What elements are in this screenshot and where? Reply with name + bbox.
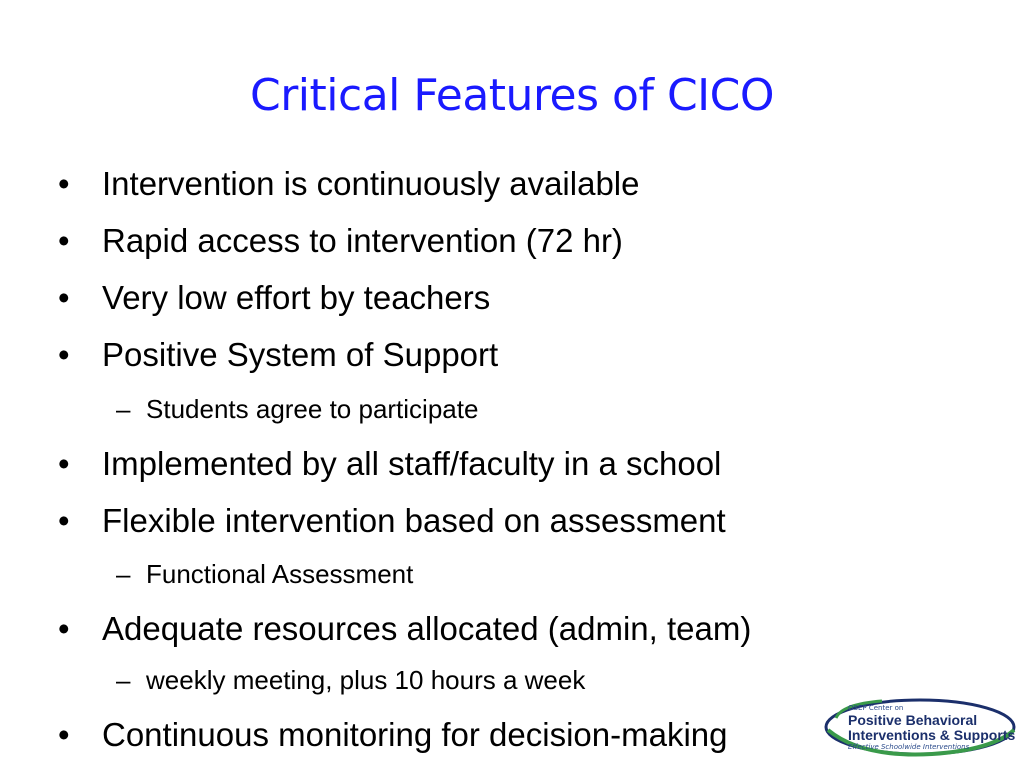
bullet-item	[58, 444, 721, 484]
bullet-text: Implemented by all staff/faculty in a school	[102, 445, 722, 482]
bullet-text: Continuous monitoring for decision-making	[102, 716, 728, 753]
slide-title: Critical Features of CICO	[249, 70, 774, 121]
bullet-text: Very low effort by teachers	[102, 279, 491, 316]
bullet-marker: •	[58, 165, 70, 202]
bullet-item	[58, 164, 640, 204]
bullet-item	[58, 609, 751, 649]
sub-bullet-marker: –	[116, 394, 131, 424]
logo-line-1: OSEP Center on	[848, 704, 904, 712]
logo-line-4: Effective Schoolwide Interventions	[848, 743, 970, 751]
pbis-logo	[822, 696, 1018, 758]
bullet-item	[58, 715, 728, 755]
bullet-marker: •	[58, 279, 70, 316]
bullet-marker: •	[58, 502, 70, 539]
sub-bullet-marker: –	[116, 665, 131, 695]
logo-line-2: Positive Behavioral	[848, 712, 978, 728]
bullet-marker: •	[58, 445, 70, 482]
sub-bullet-marker: –	[116, 559, 131, 589]
bullet-marker: •	[58, 716, 70, 753]
bullet-item	[58, 278, 490, 318]
sub-bullet-text: weekly meeting, plus 10 hours a week	[146, 665, 586, 695]
sub-bullet-item	[116, 558, 413, 590]
bullet-marker: •	[58, 610, 70, 647]
bullet-item	[58, 335, 498, 375]
bullet-item	[58, 501, 726, 541]
logo-line-3: Interventions & Supports	[848, 727, 1016, 743]
bullet-marker: •	[58, 222, 70, 259]
sub-bullet-text: Functional Assessment	[146, 559, 414, 589]
sub-bullet-item	[116, 393, 478, 425]
bullet-text: Intervention is continuously available	[102, 165, 640, 202]
sub-bullet-text: Students agree to participate	[146, 394, 479, 424]
sub-bullet-item	[116, 664, 585, 696]
bullet-text: Flexible intervention based on assessment	[102, 502, 726, 539]
bullet-marker: •	[58, 336, 70, 373]
bullet-text: Positive System of Support	[102, 336, 499, 373]
bullet-item	[58, 221, 623, 261]
bullet-text: Adequate resources allocated (admin, team)	[102, 610, 752, 647]
bullet-text: Rapid access to intervention (72 hr)	[102, 222, 623, 259]
